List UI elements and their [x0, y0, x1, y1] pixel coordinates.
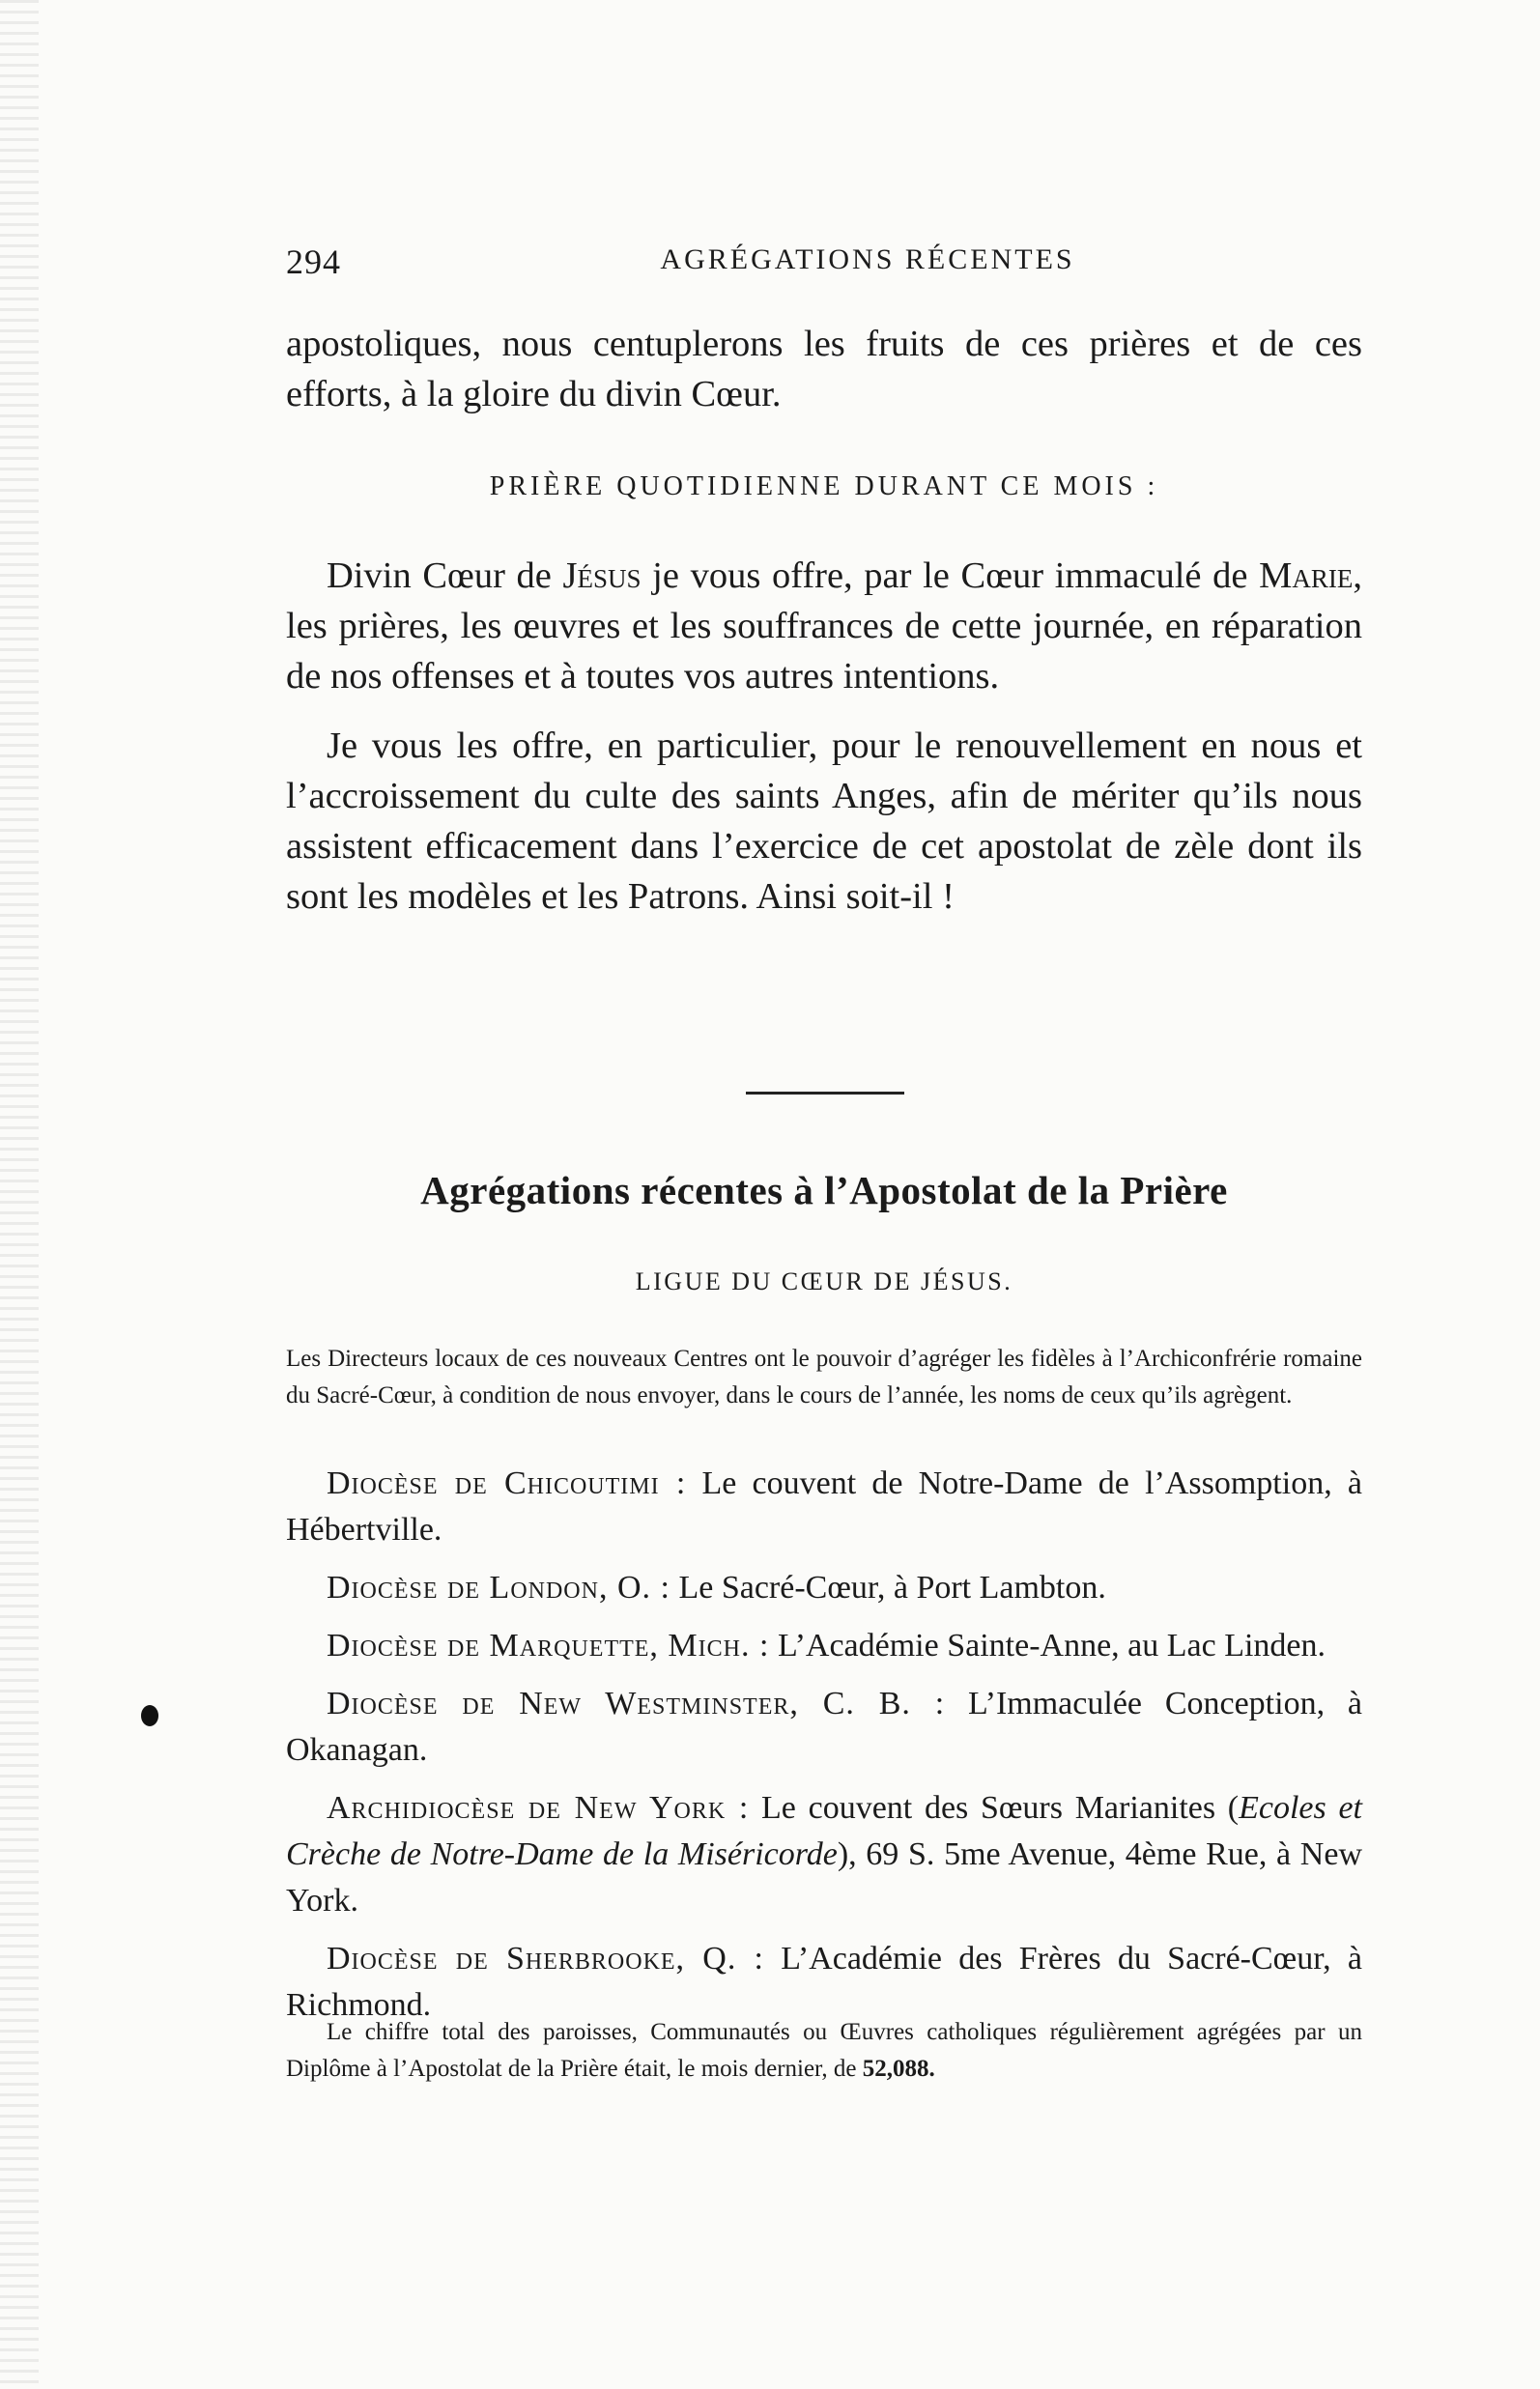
directors-notice: Les Directeurs locaux de ces nouveaux Centres ont le pouvoir d’agréger les fidèles à l’Archiconfrérie romaine du Sacré-Cœur, à condition de nous envoyer, dans le cours de l’année, les noms de ceux qu’ils agrègent. — [286, 1346, 1362, 1408]
running-head: AGRÉGATIONS RÉCENTES — [660, 243, 1075, 275]
prayer-text-c: , les prières, les œuvres et les souffrances de cette journée, en réparation de nos offenses et à toutes vos autres intentions. — [286, 555, 1362, 697]
entries-list — [286, 1461, 1362, 2040]
entry-text: Le couvent de Notre-Dame de l’Assomption, à Hébertville. — [286, 1465, 1362, 1548]
intro-block — [286, 319, 1362, 419]
prayer-block — [286, 551, 1362, 922]
total-paragraph — [286, 2014, 1362, 2088]
prayer-text-a: Divin Cœur de — [327, 555, 563, 596]
page-header — [286, 242, 1362, 290]
entry-text: L’Immaculée Conception, à Okanagan. — [286, 1686, 1362, 1768]
entry-label: Diocèse de Marquette, Mich. : — [327, 1628, 770, 1664]
prayer-heading-block — [286, 471, 1362, 502]
entry-text-a: Le couvent des Sœurs Marianites ( — [749, 1790, 1240, 1826]
entry-new-westminster — [286, 1681, 1362, 1774]
entry-label: Diocèse de New Westminster, C. B. : — [327, 1686, 946, 1721]
prayer-text-b: je vous offre, par le Cœur immaculé de — [641, 555, 1260, 596]
total-text: Le chiffre total des paroisses, Communautés ou Œuvres catholiques régulièrement agrégées par un Diplôme à l’Apostolat de la Prière était, le mois dernier, de — [286, 2019, 1362, 2082]
intro-paragraph: apostoliques, nous centuplerons les fruits de ces prières et de ces efforts, à la gloire du divin Cœur. — [286, 324, 1362, 414]
entry-label: Diocèse de Chicoutimi : — [327, 1465, 687, 1501]
entry-italic-text: Ecoles et Crèche de Notre-Dame de la Miséricorde — [286, 1790, 1362, 1872]
entry-text: Le Sacré-Cœur, à Port Lambton. — [670, 1570, 1106, 1606]
prayer-heading: PRIÈRE QUOTIDIENNE DURANT CE MOIS : — [489, 471, 1159, 501]
section-title-block — [286, 1167, 1362, 1213]
total-block — [286, 2014, 1362, 2088]
entry-london — [286, 1565, 1362, 1611]
section-subtitle: LIGUE DU CŒUR DE JÉSUS. — [635, 1267, 1013, 1295]
entry-label: Diocèse de London, O. : — [327, 1570, 670, 1606]
notice-block — [286, 1341, 1362, 1414]
prayer-name-jesus: Jésus — [562, 555, 642, 596]
entry-text-b: ), 69 S. 5me Avenue, 4ème Rue, à New York. — [286, 1836, 1362, 1919]
entry-text: L’Académie Sainte-Anne, au Lac Linden. — [769, 1628, 1326, 1664]
entry-new-york — [286, 1785, 1362, 1924]
margin-dot — [141, 1705, 158, 1726]
total-number: 52,088. — [862, 2056, 935, 2082]
page-binding-edge — [0, 0, 39, 2389]
prayer-name-marie: Marie — [1259, 555, 1354, 596]
prayer-paragraph-1 — [286, 551, 1362, 701]
entry-text: L’Académie des Frères du Sacré-Cœur, à Richmond. — [286, 1941, 1362, 2023]
page-number: 294 — [286, 242, 341, 281]
entry-label: Diocèse de Sherbrooke, Q. : — [327, 1941, 764, 1977]
entry-chicoutimi — [286, 1461, 1362, 1553]
section-divider — [746, 1092, 904, 1095]
entry-label: Archidiocèse de New York : — [327, 1790, 750, 1826]
ligue-block — [286, 1267, 1362, 1296]
section-title: Agrégations récentes à l’Apostolat de la Prière — [420, 1168, 1228, 1212]
prayer-paragraph-2: Je vous les offre, en particulier, pour le renouvellement en nous et l’accroissement du culte des saints Anges, afin de mériter qu’ils nous assistent efficacement dans l’exercice de cet apostolat de zèle dont ils sont les modèles et les Patrons. Ainsi soit-il ! — [286, 725, 1362, 917]
entry-marquette — [286, 1623, 1362, 1669]
